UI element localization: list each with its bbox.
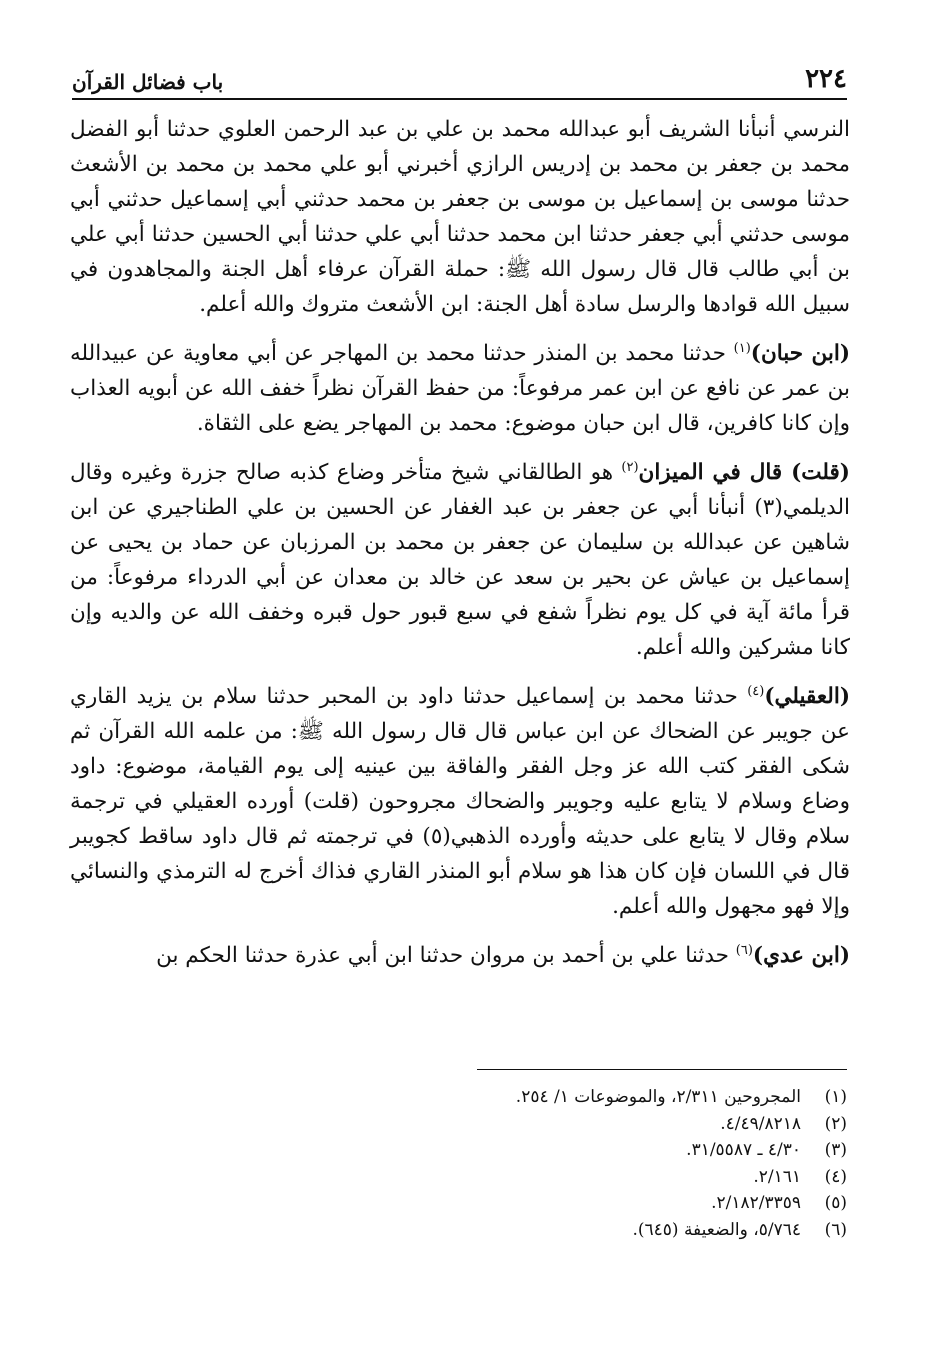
- paragraph-3-line-3: شاهين عن عبدالله بن سليمان عن جعفر بن محمد بن المرزبان عن حماد بن يحيى عن: [70, 530, 850, 555]
- footnote-4: [300, 1164, 847, 1191]
- footnote-5: [300, 1190, 847, 1217]
- paragraph-4-line-4: وضاع وسلام لا يتابع عليه وجويبر والضحاك مجروحون (قلت) أورده العقيلي في ترجمة: [70, 789, 850, 814]
- paragraph-3-line-2: وقال الديلمي(٣) أنبأنا أبي عن جعفر بن عبد الغفار عن الحسين بن علي الطناجيري عن ابن: [70, 460, 850, 520]
- paragraph-1-line-5: علي بن أبي طالب قال قال رسول الله ﷺ: حملة القرآن عرفاء أهل الجنة والمجاهدون في: [70, 222, 850, 282]
- footnote-marker-6: (٦): [735, 942, 753, 958]
- paragraph-1-line-1: النرسي أنبأنا الشريف أبو عبدالله محمد بن علي بن عبد الرحمن العلوي حدثنا أبو الفضل: [70, 117, 850, 142]
- footnote-text: ٢/١٨٢/٣٣٥٩.: [711, 1193, 801, 1213]
- footnote-marker-4: (٤): [747, 683, 765, 699]
- paragraph-4-line-2: القاري عن جويبر عن الضحاك عن ابن عباس قال قال رسول الله ﷺ: من علمه الله القرآن: [70, 684, 850, 744]
- running-head: [72, 60, 847, 100]
- paragraph-3-line-4: إسماعيل بن عياش عن بحير بن سعد عن خالد بن معدان عن أبي الدرداء مرفوعاً: من قرأ: [70, 565, 850, 625]
- page-number: ٢٢٤: [805, 64, 847, 94]
- footnote-1: [300, 1084, 847, 1111]
- paragraph-4-source: (العقيلي): [764, 684, 850, 709]
- paragraph-3-source: (قلت) قال في الميزان: [638, 460, 850, 485]
- footnote-2: [300, 1111, 847, 1138]
- footnote-number: (٥): [824, 1193, 847, 1213]
- paragraph-1-line-6: سبيل الله قوادها والرسل سادة أهل الجنة: ابن الأشعث متروك والله أعلم.: [199, 292, 850, 317]
- paragraph-4-line-3: ثم شكى الفقر كتب الله عز وجل الفقر والفاقة بين عينيه إلى يوم القيامة، موضوع: داود: [70, 719, 850, 779]
- paragraph-1-line-3: حدثنا موسى بن إسماعيل بن موسى بن جعفر بن محمد حدثني أبي إسماعيل حدثني أبي: [70, 187, 850, 212]
- paragraph-3-line-5: مائة آية في كل يوم نظراً شفع في سبع قبور حول قبره وخفف الله عن والديه وإن كانا: [70, 600, 850, 660]
- footnote-text: ٢/١٦١.: [753, 1166, 801, 1187]
- paragraph-2: [70, 336, 850, 441]
- paragraph-4-line-5: سلام وقال لا يتابع على حديثه وأورده الذهبي(٥) في ترجمته ثم قال داود ساقط كجويبر قال: [70, 824, 850, 884]
- footnote-text: ٤/٣٠ ـ ٣١/٥٥٨٧.: [686, 1140, 801, 1160]
- paragraph-2-source: (ابن حبان): [750, 341, 851, 366]
- paragraph-5-line-1: حدثنا علي بن أحمد بن مروان حدثنا ابن أبي عذرة حدثنا الحكم بن: [156, 943, 729, 968]
- paragraph-2-line-3: العذاب وإن كانا كافرين، قال ابن حبان موضوع: محمد بن المهاجر يضع على الثقاة.: [70, 376, 850, 436]
- paragraph-1-line-4: موسى حدثني أبي جعفر حدثنا ابن محمد حدثنا أبي علي حدثنا أبي الحسين حدثنا أبي: [114, 222, 851, 247]
- paragraph-3: [70, 455, 850, 665]
- footnote-marker-2: (٢): [621, 459, 639, 475]
- paragraph-5: [70, 938, 850, 973]
- footnote-number: (١): [824, 1087, 847, 1107]
- paragraph-4-line-1: حدثنا محمد بن إسماعيل حدثنا داود بن المحبر حدثنا سلام بن يزيد: [136, 684, 738, 709]
- paragraph-3-line-1: هو الطالقاني شيخ متأخر وضاع كذبه صالح جزرة وغيره: [121, 460, 614, 485]
- chapter-title: باب فضائل القرآن: [72, 70, 224, 94]
- paragraph-4-line-7: فهو مجهول والله أعلم.: [612, 894, 815, 919]
- paragraph-5-source: (ابن عدي): [752, 943, 850, 968]
- paragraph-4: [70, 679, 850, 924]
- footnote-number: (٢): [824, 1113, 847, 1134]
- footnote-text: ٥/٧٦٤، والضعيفة (٦٤٥).: [632, 1219, 801, 1240]
- footnotes: [300, 1084, 847, 1243]
- footnote-marker-1: (١): [733, 340, 751, 356]
- paragraph-1: [70, 112, 850, 322]
- footnote-number: (٤): [824, 1166, 847, 1187]
- paragraph-4-line-6: في اللسان فإن كان هذا هو سلام أبو المنذر القاري فذاك أخرج له الترمذي والنسائي وإلا: [70, 859, 850, 919]
- footnote-number: (٦): [824, 1219, 847, 1240]
- footnote-3: [300, 1137, 847, 1164]
- footnote-text: المجروحين ٢/٣١١، والموضوعات ١/ ٢٥٤.: [515, 1087, 801, 1107]
- paragraph-2-line-2: عبيدالله بن عمر عن نافع عن ابن عمر مرفوعاً: من حفظ القرآن نظراً خفف الله عن أبويه: [70, 341, 850, 401]
- footnote-number: (٣): [824, 1140, 847, 1160]
- paragraph-1-line-2: محمد بن جعفر بن محمد بن إدريس الرازي أخبرني أبو علي محمد بن محمد بن الأشعث: [70, 152, 850, 177]
- paragraph-2-line-1: حدثنا محمد بن المنذر حدثنا محمد بن المهاجر عن أبي معاوية عن: [146, 341, 726, 366]
- footnote-6: [300, 1217, 847, 1244]
- footnote-text: ٤/٤٩/٨٢١٨.: [720, 1113, 801, 1134]
- body-text: [70, 112, 850, 987]
- paragraph-3-line-6: مشركين والله أعلم.: [635, 635, 814, 660]
- footnote-divider: [477, 1069, 847, 1070]
